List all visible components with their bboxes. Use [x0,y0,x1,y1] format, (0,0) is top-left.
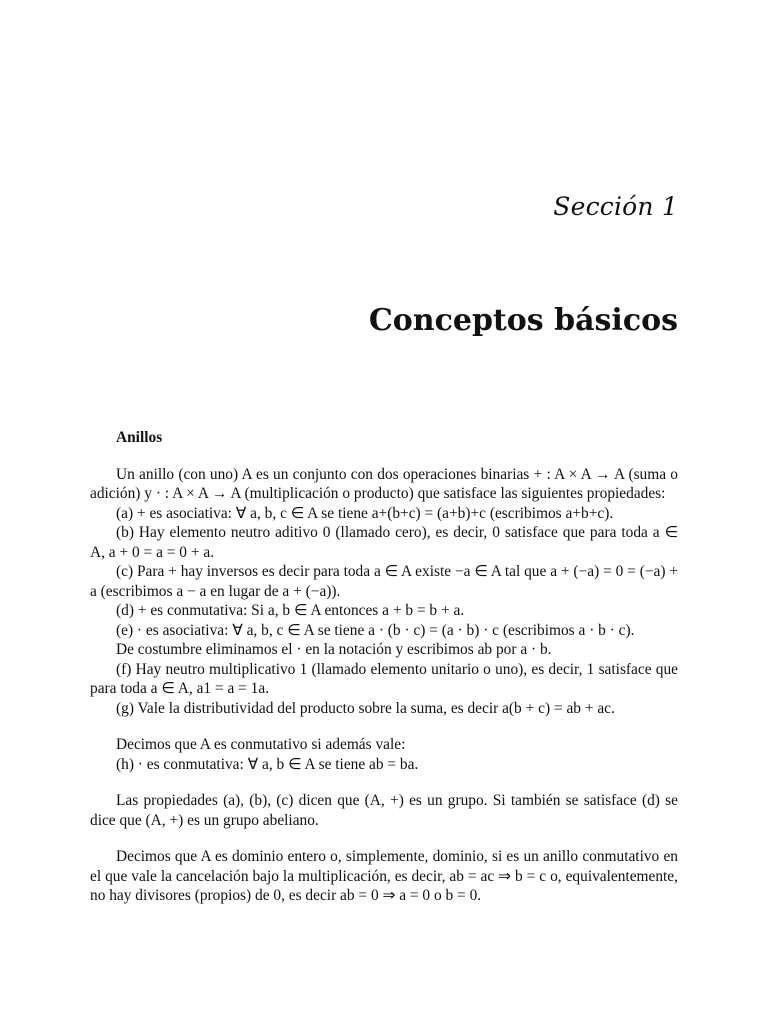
property-b: (b) Hay elemento neutro aditivo 0 (llamado cero), es decir, 0 satisface que para toda a ∈ A, a + 0 = a = 0 + a. [90,524,678,561]
property-g: (g) Vale la distributividad del producto sobre la suma, es decir a(b + c) = ab + ac. [116,699,615,717]
paragraph-domain: Decimos que A es dominio entero o, simplemente, dominio, si es un anillo conmutativo en el que vale la cancelación bajo la multiplicación, es decir, ab = ac ⇒ b = c o, equivalentemente, no hay divisores (propios) de 0, es decir ab = 0 ⇒ a = 0 o b = 0. [90,848,678,904]
chapter-title: Conceptos básicos [368,303,678,338]
body-text [90,428,678,906]
property-c: (c) Para + hay inversos es decir para toda a ∈ A existe −a ∈ A tal que a + (−a) = 0 = (−a) + a (escribimos a − a en lugar de a + (−a)). [90,563,678,600]
property-h: (h) · es conmutativa: ∀ a, b ∈ A se tiene ab = ba. [116,755,419,773]
paragraph-commutative: Decimos que A es conmutativo si además vale: [116,736,406,753]
property-a: (a) + es asociativa: ∀ a, b, c ∈ A se tiene a+(b+c) = (a+b)+c (escribimos a+b+c). [116,504,614,522]
paragraph-definition: Un anillo (con uno) A es un conjunto con dos operaciones binarias + : A × A → A (suma o adición) y · : A × A → A (multiplicación o producto) que satisface las siguientes propiedades: [90,465,678,502]
paragraph-group: Las propiedades (a), (b), (c) dicen que (A, +) es un grupo. Si también se satisface (d) se dice que (A, +) es un grupo abeliano. [90,792,678,829]
notation-note: De costumbre eliminamos el · en la notación y escribimos ab por a · b. [116,641,552,658]
property-f: (f) Hay neutro multiplicativo 1 (llamado elemento unitario o uno), es decir, 1 satisface que para toda a ∈ A, a1 = a = 1a. [90,660,678,697]
subsection-heading: Anillos [116,429,163,446]
section-label: Sección 1 [553,192,678,221]
property-d: (d) + es conmutativa: Si a, b ∈ A entonces a + b = b + a. [116,602,465,619]
property-e: (e) · es asociativa: ∀ a, b, c ∈ A se tiene a · (b · c) = (a · b) · c (escribimos a · b · c). [116,621,635,639]
